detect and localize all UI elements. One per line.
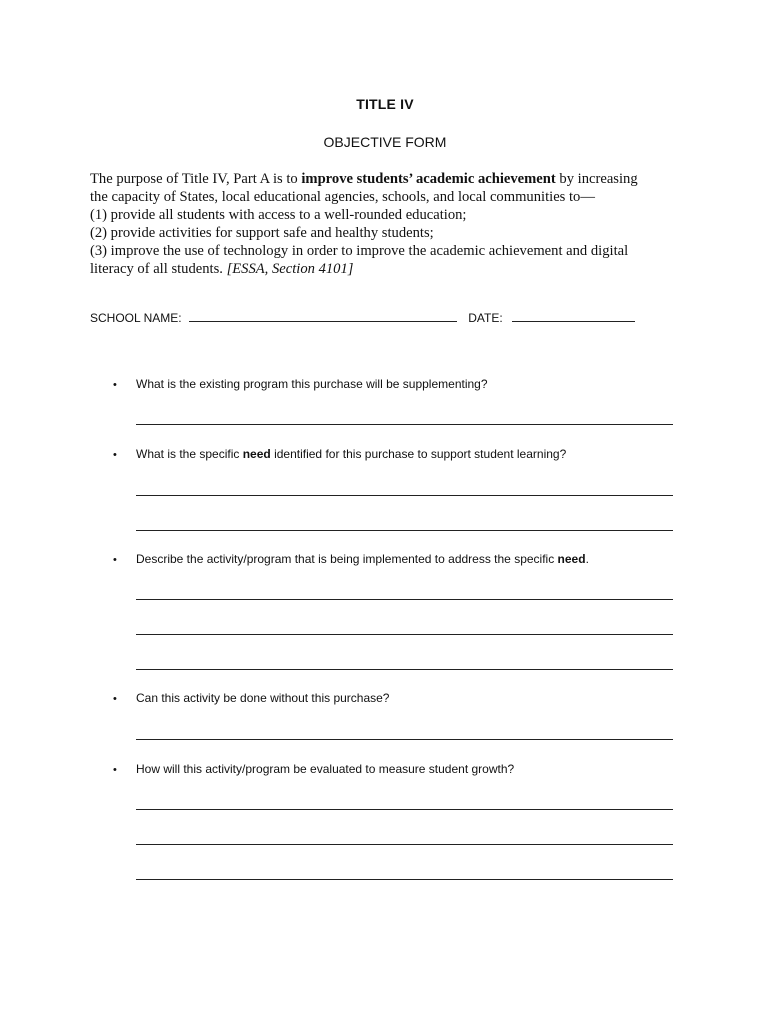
bullet-icon: • bbox=[113, 379, 117, 391]
question-3 bbox=[113, 552, 589, 566]
date-label: DATE: bbox=[468, 311, 503, 325]
question-3-text-end: . bbox=[585, 552, 589, 566]
school-name-field[interactable] bbox=[189, 311, 457, 322]
bullet-icon: • bbox=[113, 764, 117, 776]
question-2-text-end: identified for this purchase to support student learning? bbox=[270, 447, 567, 461]
question-3-text: Describe the activity/program that is being implemented to address the specific bbox=[136, 552, 558, 566]
question-4 bbox=[113, 691, 389, 705]
question-2-emphasis: need bbox=[242, 447, 271, 461]
question-3-emphasis: need bbox=[557, 552, 586, 566]
question-4-text: Can this activity be done without this purchase? bbox=[136, 691, 390, 705]
purpose-line-1-end: by increasing bbox=[555, 171, 638, 187]
question-5 bbox=[113, 762, 514, 776]
answer-line-5a[interactable] bbox=[136, 809, 673, 810]
question-2 bbox=[113, 447, 566, 461]
answer-line-3a[interactable] bbox=[136, 599, 673, 600]
page-title: TITLE IV bbox=[356, 96, 414, 112]
question-1-text: What is the existing program this purchase will be supplementing? bbox=[136, 377, 488, 391]
purpose-line-2: the capacity of States, local educational agencies, schools, and local communities to— bbox=[90, 189, 595, 205]
purpose-line-1 bbox=[90, 170, 690, 188]
bullet-icon: • bbox=[113, 693, 117, 705]
date-field[interactable] bbox=[512, 311, 635, 322]
school-date-row bbox=[90, 311, 635, 325]
purpose-line-4: (2) provide activities for support safe and healthy students; bbox=[90, 225, 434, 241]
purpose-line-3: (1) provide all students with access to a well-rounded education; bbox=[90, 207, 467, 223]
school-name-label: SCHOOL NAME: bbox=[90, 311, 182, 325]
purpose-citation: [ESSA, Section 4101] bbox=[226, 261, 354, 277]
answer-line-3c[interactable] bbox=[136, 669, 673, 670]
answer-line-5b[interactable] bbox=[136, 844, 673, 845]
question-5-text: How will this activity/program be evaluated to measure student growth? bbox=[136, 762, 515, 776]
answer-line-2b[interactable] bbox=[136, 530, 673, 531]
answer-line-1a[interactable] bbox=[136, 424, 673, 425]
answer-line-4a[interactable] bbox=[136, 739, 673, 740]
page-subtitle: OBJECTIVE FORM bbox=[323, 134, 447, 150]
purpose-line-6-text: literacy of all students. bbox=[90, 261, 227, 277]
question-1 bbox=[113, 377, 488, 391]
purpose-line-5: (3) improve the use of technology in order to improve the academic achievement and digital bbox=[90, 243, 629, 259]
purpose-line-6 bbox=[90, 260, 690, 278]
purpose-paragraph bbox=[90, 170, 690, 278]
purpose-emphasis: improve students’ academic achievement bbox=[301, 171, 556, 187]
answer-line-3b[interactable] bbox=[136, 634, 673, 635]
purpose-line-1-text: The purpose of Title IV, Part A is to bbox=[90, 171, 302, 187]
answer-line-5c[interactable] bbox=[136, 879, 673, 880]
question-2-text: What is the specific bbox=[136, 447, 243, 461]
bullet-icon: • bbox=[113, 554, 117, 566]
answer-line-2a[interactable] bbox=[136, 495, 673, 496]
bullet-icon: • bbox=[113, 449, 117, 461]
